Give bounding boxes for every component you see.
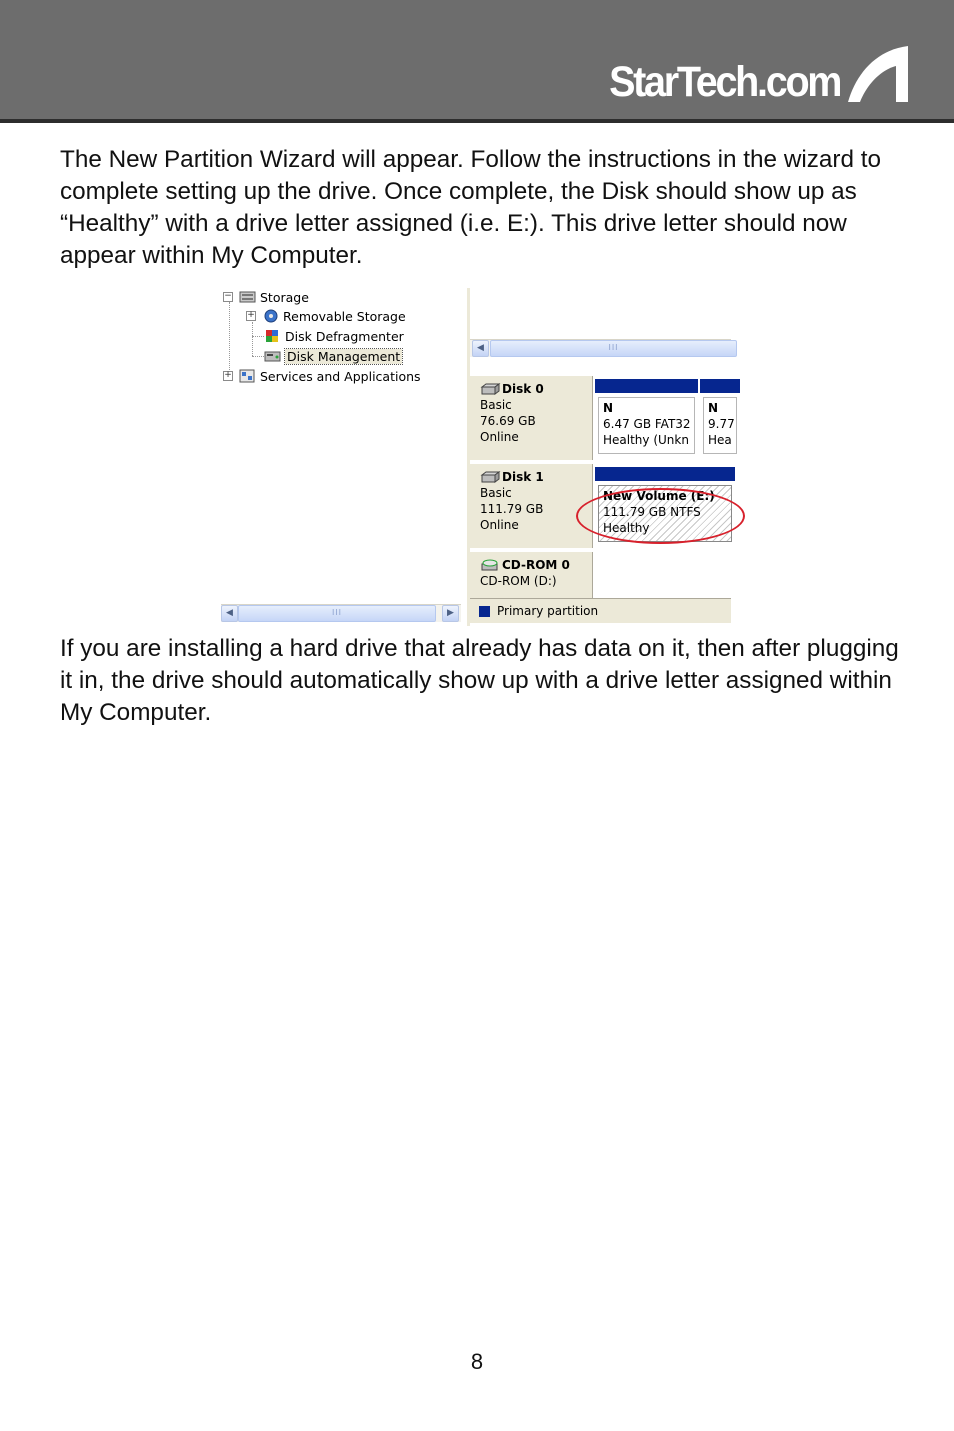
- existing-data-paragraph: If you are installing a hard drive that already has data on it, then after plugging it in, the drive should automatically show up with a drive letter assigned within My Computer.: [60, 635, 899, 726]
- logo-swoosh-icon: [846, 44, 910, 104]
- page-header: [0, 0, 954, 123]
- disk-view-pane: [470, 288, 735, 626]
- cd-rom-icon: [480, 559, 500, 572]
- volume-disk0-partition-1[interactable]: N 6.47 GB FAT32 Healthy (Unkn: [595, 379, 698, 457]
- disk-row-disk-0[interactable]: [470, 376, 735, 460]
- disk-management-screenshot: [221, 288, 735, 626]
- tree-label-services-and-applications: Services and Applications: [260, 368, 421, 384]
- primary-partition-swatch: [479, 606, 490, 617]
- tree-item-services-and-applications[interactable]: [223, 367, 421, 385]
- tree-horizontal-scrollbar[interactable]: [221, 604, 461, 622]
- disk-row-disk-1[interactable]: [470, 464, 731, 548]
- legend-label: Primary partition: [497, 604, 599, 618]
- scroll-right-icon[interactable]: ▶: [442, 605, 459, 622]
- hard-disk-icon: [480, 471, 500, 484]
- disk-0-label: Disk 0 Basic 76.69 GB Online: [470, 376, 593, 460]
- scroll-left-icon[interactable]: ◀: [472, 340, 489, 357]
- intro-paragraph: The New Partition Wizard will appear. Follow the instructions in the wizard to complete setting up the drive. Once complete, the Disk should show up as “Healthy” with a drive letter assigned (i.e. E:). This drive letter should now appear within My Computer.: [60, 146, 882, 269]
- disk-management-icon: [264, 348, 281, 364]
- logo-text: StarTech.com: [608, 58, 840, 106]
- graphical-disk-view: [470, 368, 735, 622]
- tree-label-disk-management: Disk Management: [287, 348, 401, 364]
- tree-item-removable-storage[interactable]: [246, 307, 406, 325]
- disk-defragmenter-icon: [264, 328, 281, 344]
- volume-list-scrollbar[interactable]: [470, 339, 731, 357]
- tree-label-removable-storage: Removable Storage: [283, 308, 406, 324]
- partition-legend: [470, 598, 731, 623]
- tree-label-storage: Storage: [260, 289, 309, 305]
- tree-label-disk-defragmenter: Disk Defragmenter: [285, 328, 404, 344]
- hard-disk-icon: [480, 383, 500, 396]
- console-tree: [221, 288, 468, 626]
- removable-storage-icon: [262, 308, 279, 324]
- volume-disk0-partition-2[interactable]: N 9.77 Hea: [700, 379, 740, 457]
- services-icon: [239, 368, 256, 384]
- scroll-thumb[interactable]: III: [490, 340, 737, 357]
- scroll-left-icon[interactable]: ◀: [221, 605, 238, 622]
- expand-icon[interactable]: +: [224, 370, 232, 380]
- disk-1-label: Disk 1 Basic 111.79 GB Online: [470, 464, 593, 548]
- page-number: 8: [470, 1349, 484, 1374]
- tree-item-storage[interactable]: [223, 288, 309, 306]
- expand-icon[interactable]: +: [247, 310, 255, 320]
- cd-rom-label: CD-ROM 0 CD-ROM (D:): [470, 552, 593, 604]
- collapse-icon[interactable]: −: [224, 291, 232, 301]
- disk-row-cd-rom-0[interactable]: [470, 552, 731, 604]
- scroll-thumb[interactable]: III: [238, 605, 436, 622]
- tree-item-disk-management[interactable]: [264, 347, 402, 365]
- startech-logo: [589, 44, 910, 104]
- storage-icon: [239, 289, 256, 305]
- volume-new-volume-e[interactable]: New Volume (E:) 111.79 GB NTFS Healthy: [595, 467, 735, 545]
- tree-item-disk-defragmenter[interactable]: [264, 327, 404, 345]
